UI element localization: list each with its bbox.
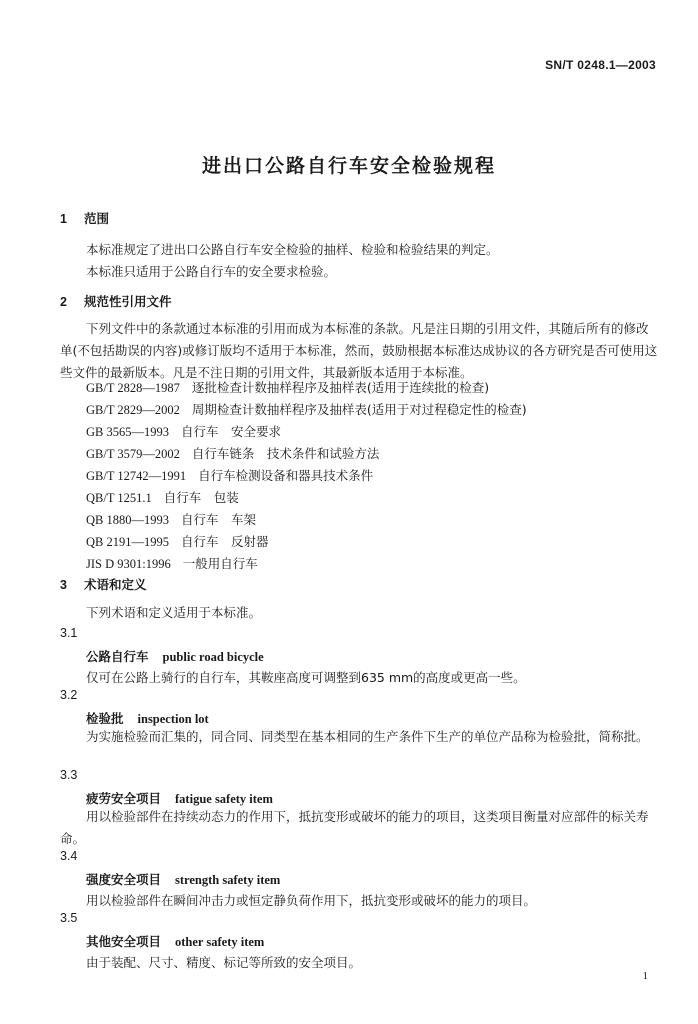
reference-item bbox=[86, 554, 527, 576]
section-title: 术语和定义 bbox=[84, 577, 147, 592]
term-definition: 由于装配、尺寸、精度、标记等所致的安全项目。 bbox=[86, 955, 362, 970]
term-en: other safety item bbox=[175, 935, 265, 949]
reference-code: JIS D 9301:1996 bbox=[86, 557, 171, 571]
term-title bbox=[86, 709, 209, 727]
scope-line-2: 本标准只适用于公路自行车的安全要求检验。 bbox=[86, 264, 337, 279]
term-zh: 强度安全项目 bbox=[86, 872, 162, 887]
reference-code: GB/T 3579—2002 bbox=[86, 447, 180, 461]
reference-title: 自行车 反射器 bbox=[181, 534, 269, 549]
references-intro: 下列文件中的条款通过本标准的引用而成为本标准的条款。凡是注日期的引用文件，其随后所有的修改单(不包括勘误的内容)或修订版均不适用于本标准，然而，鼓励根据本标准达成协议的各方研究是否可使用这些文件的最新版本。凡是不注日期的引用文件，其最新版本适用于本标准。 bbox=[60, 321, 658, 380]
reference-title: 一般用自行车 bbox=[182, 556, 258, 571]
reference-title: 自行车检测设备和器具技术条件 bbox=[198, 468, 374, 483]
section-3-heading bbox=[60, 575, 147, 593]
term-zh: 其他安全项目 bbox=[86, 934, 162, 949]
section-number: 1 bbox=[60, 212, 67, 226]
clause-number: 3.4 bbox=[60, 849, 78, 863]
term-title bbox=[86, 932, 264, 950]
section-number: 3 bbox=[60, 578, 67, 592]
term-en: inspection lot bbox=[137, 712, 209, 726]
reference-item bbox=[86, 466, 527, 488]
standard-code: SN/T 0248.1—2003 bbox=[545, 58, 656, 72]
clause-number: 3.2 bbox=[60, 688, 78, 702]
reference-item bbox=[86, 378, 527, 400]
reference-code: QB/T 1251.1 bbox=[86, 491, 152, 505]
clause-number: 3.1 bbox=[60, 626, 78, 640]
reference-item bbox=[86, 510, 527, 532]
term-en: fatigue safety item bbox=[175, 792, 273, 806]
reference-code: GB 3565—1993 bbox=[86, 425, 169, 439]
term-zh: 疲劳安全项目 bbox=[86, 791, 162, 806]
reference-list bbox=[86, 378, 527, 576]
reference-title: 自行车 车架 bbox=[181, 512, 257, 527]
reference-title: 周期检查计数抽样程序及抽样表(适用于对过程稳定性的检查) bbox=[191, 402, 527, 417]
term-en: public road bicycle bbox=[162, 650, 264, 664]
page-number: 1 bbox=[642, 970, 648, 982]
term-definition: 为实施检验而汇集的，同合同、同类型在基本相同的生产条件下生产的单位产品称为检验批，简称批。 bbox=[86, 729, 649, 744]
clause-number: 3.5 bbox=[60, 911, 78, 925]
reference-item bbox=[86, 488, 527, 510]
term-title bbox=[86, 870, 280, 888]
section-1-heading bbox=[60, 209, 109, 227]
section-title: 范围 bbox=[84, 211, 110, 226]
term-zh: 公路自行车 bbox=[86, 649, 149, 664]
term-title bbox=[86, 647, 264, 665]
section-2-heading bbox=[60, 292, 172, 310]
section-title: 规范性引用文件 bbox=[84, 294, 172, 309]
reference-item bbox=[86, 422, 527, 444]
document-title: 进出口公路自行车安全检验规程 bbox=[201, 155, 496, 177]
term-title bbox=[86, 789, 273, 807]
reference-code: QB 1880—1993 bbox=[86, 513, 169, 527]
reference-item bbox=[86, 400, 527, 422]
reference-code: QB 2191—1995 bbox=[86, 535, 169, 549]
scope-line-1: 本标准规定了进出口公路自行车安全检验的抽样、检验和检验结果的判定。 bbox=[86, 242, 499, 257]
reference-title: 逐批检查计数抽样程序及抽样表(适用于连续批的检查) bbox=[191, 380, 490, 395]
reference-title: 自行车 包装 bbox=[163, 490, 239, 505]
reference-title: 自行车链条 技术条件和试验方法 bbox=[191, 446, 380, 461]
reference-code: GB/T 2828—1987 bbox=[86, 381, 180, 395]
term-zh: 检验批 bbox=[86, 711, 124, 726]
clause-number: 3.3 bbox=[60, 768, 78, 782]
reference-item bbox=[86, 444, 527, 466]
reference-code: GB/T 2829—2002 bbox=[86, 403, 180, 417]
term-definition: 用以检验部件在瞬间冲击力或恒定静负荷作用下，抵抗变形或破坏的能力的项目。 bbox=[86, 893, 537, 908]
reference-code: GB/T 12742—1991 bbox=[86, 469, 187, 483]
reference-title: 自行车 安全要求 bbox=[181, 424, 282, 439]
section-number: 2 bbox=[60, 295, 67, 309]
term-definition: 仅可在公路上骑行的自行车，其鞍座高度可调整到635 mm的高度或更高一些。 bbox=[86, 670, 526, 685]
term-definition: 用以检验部件在持续动态力的作用下，抵抗变形或破坏的能力的项目，这类项目衡量对应部件的标关寿命。 bbox=[60, 809, 649, 846]
term-en: strength safety item bbox=[175, 873, 281, 887]
reference-item bbox=[86, 532, 527, 554]
terms-intro: 下列术语和定义适用于本标准。 bbox=[86, 605, 262, 620]
